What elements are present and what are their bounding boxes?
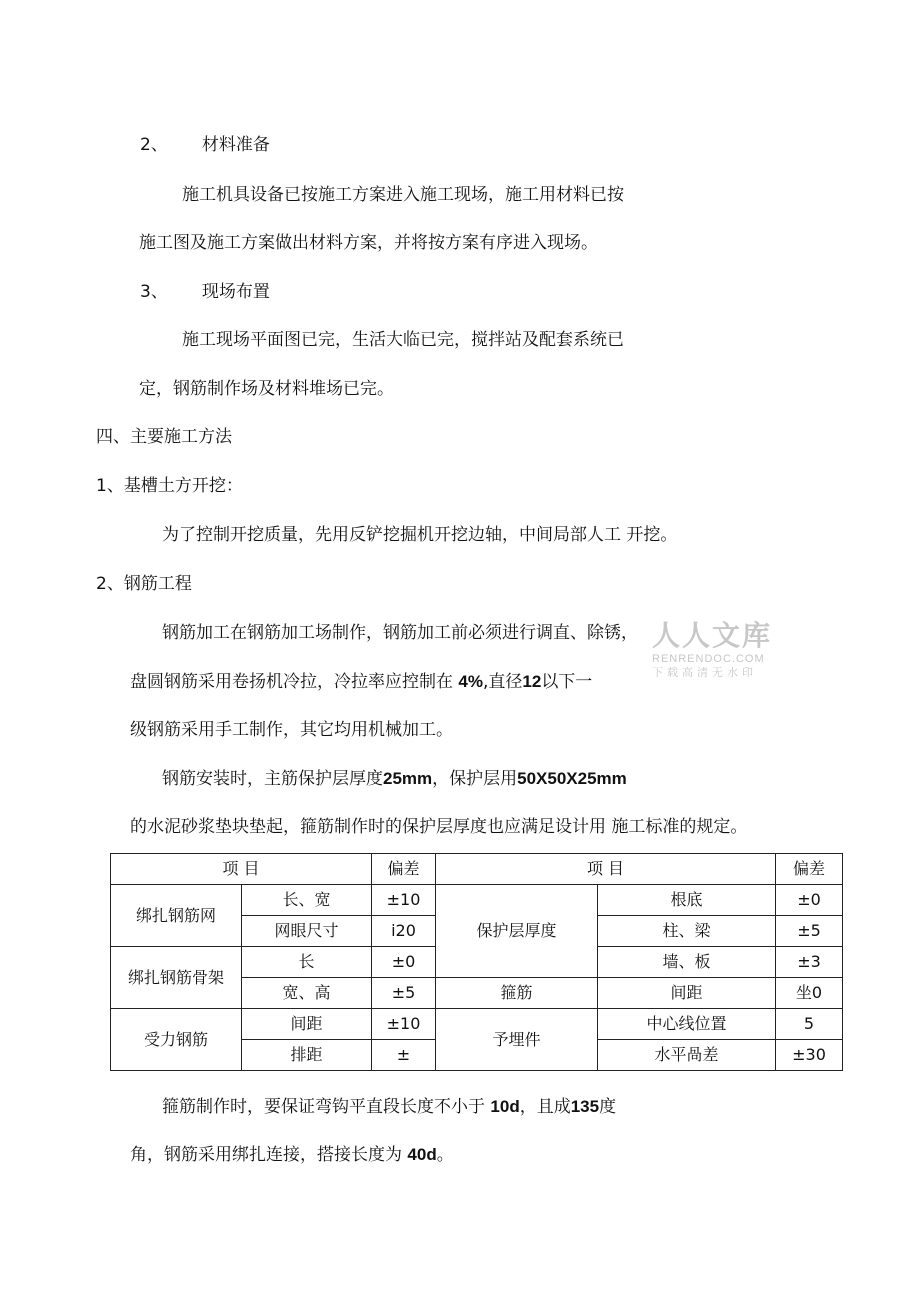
section-number: 2、: [140, 135, 168, 155]
table-cell: 长、宽: [242, 885, 372, 916]
section-title: 现场布置: [201, 282, 270, 302]
table-cell: 墙、板: [598, 947, 776, 978]
table-cell: ±10: [372, 885, 436, 916]
table-cell: 受力钢筋: [111, 1009, 242, 1071]
table-cell: ±0: [372, 947, 436, 978]
table-cell: ±10: [372, 1009, 436, 1040]
paragraph: 级钢筋采用手工制作，其它均用机械加工。: [130, 720, 453, 740]
paragraph: 定，钢筋制作场及材料堆场已完。: [139, 379, 394, 399]
table-cell: i20: [372, 916, 436, 947]
table-cell: 排距: [242, 1040, 372, 1071]
watermark-title: 人人文库: [652, 619, 773, 652]
table-cell: 间距: [242, 1009, 372, 1040]
table-cell: ±: [372, 1040, 436, 1071]
table-cell: 宽、高: [242, 978, 372, 1009]
table-cell: 坐0: [776, 978, 843, 1009]
section-number: 3、: [140, 282, 168, 302]
table-header-row: [111, 854, 843, 885]
table-cell: 根底: [598, 885, 776, 916]
table-cell: 间距: [598, 978, 776, 1009]
header-deviation-right: 偏差: [776, 854, 843, 885]
table-cell: ±30: [776, 1040, 843, 1071]
table-cell: 网眼尺寸: [242, 916, 372, 947]
watermark: [652, 620, 772, 680]
paragraph: 钢筋加工在钢筋加工场制作，钢筋加工前必须进行调直、除锈，: [162, 623, 638, 643]
paragraph: 盘圆钢筋采用卷扬机冷拉，冷拉率应控制在 4%,直径12以下一: [130, 672, 593, 692]
paragraph: 为了控制开挖质量，先用反铲挖掘机开挖边轴，中间局部人工 开挖。: [162, 525, 678, 545]
chapter-heading: 四、主要施工方法: [96, 427, 232, 447]
section-3-heading: [140, 280, 270, 304]
section-2-heading: [140, 133, 270, 157]
section-title: 材料准备: [201, 135, 270, 155]
table-cell: 予埋件: [436, 1009, 598, 1071]
paragraph: 角，钢筋采用绑扎连接，搭接长度为 40d。: [130, 1145, 454, 1165]
table-cell: ±5: [372, 978, 436, 1009]
watermark-domain: RENRENDOC.COM: [652, 653, 765, 665]
table-row: [111, 1009, 843, 1040]
paragraph: 的水泥砂浆垫块垫起，箍筋制作时的保护层厚度也应满足设计用 施工标准的规定。: [130, 817, 748, 837]
table-cell: 长: [242, 947, 372, 978]
table-cell: 柱、梁: [598, 916, 776, 947]
table-cell: 绑扎钢筋网: [111, 885, 242, 947]
table-cell: 保护层厚度: [436, 885, 598, 978]
table-cell: 中心线位置: [598, 1009, 776, 1040]
subsection-heading: 1、基槽土方开挖：: [96, 476, 243, 496]
paragraph: 施工现场平面图已完，生活大临已完，搅拌站及配套系统已: [182, 330, 624, 350]
subsection-heading: 2、钢筋工程: [96, 574, 192, 594]
table-cell: 5: [776, 1009, 843, 1040]
table-row: [111, 885, 843, 916]
table-cell: 箍筋: [436, 978, 598, 1009]
paragraph: 钢筋安装时，主筋保护层厚度25mm，保护层用50X50X25mm: [162, 769, 627, 789]
table-cell: ±5: [776, 916, 843, 947]
watermark-tagline: 下载高清无水印: [652, 666, 757, 679]
table-cell: 绑扎钢筋骨架: [111, 947, 242, 1009]
header-item-left: 项 目: [111, 854, 372, 885]
paragraph: 施工机具设备已按施工方案进入施工现场，施工用材料已按: [182, 185, 624, 205]
paragraph: 箍筋制作时，要保证弯钩平直段长度不小于 10d，且成135度: [162, 1097, 617, 1117]
table-cell: ±3: [776, 947, 843, 978]
header-item-right: 项 目: [436, 854, 776, 885]
table-cell: ±0: [776, 885, 843, 916]
paragraph: 施工图及施工方案做出材料方案，并将按方案有序进入现场。: [139, 233, 598, 253]
tolerance-table: [110, 853, 843, 1071]
header-deviation-left: 偏差: [372, 854, 436, 885]
table-cell: 水平咼差: [598, 1040, 776, 1071]
